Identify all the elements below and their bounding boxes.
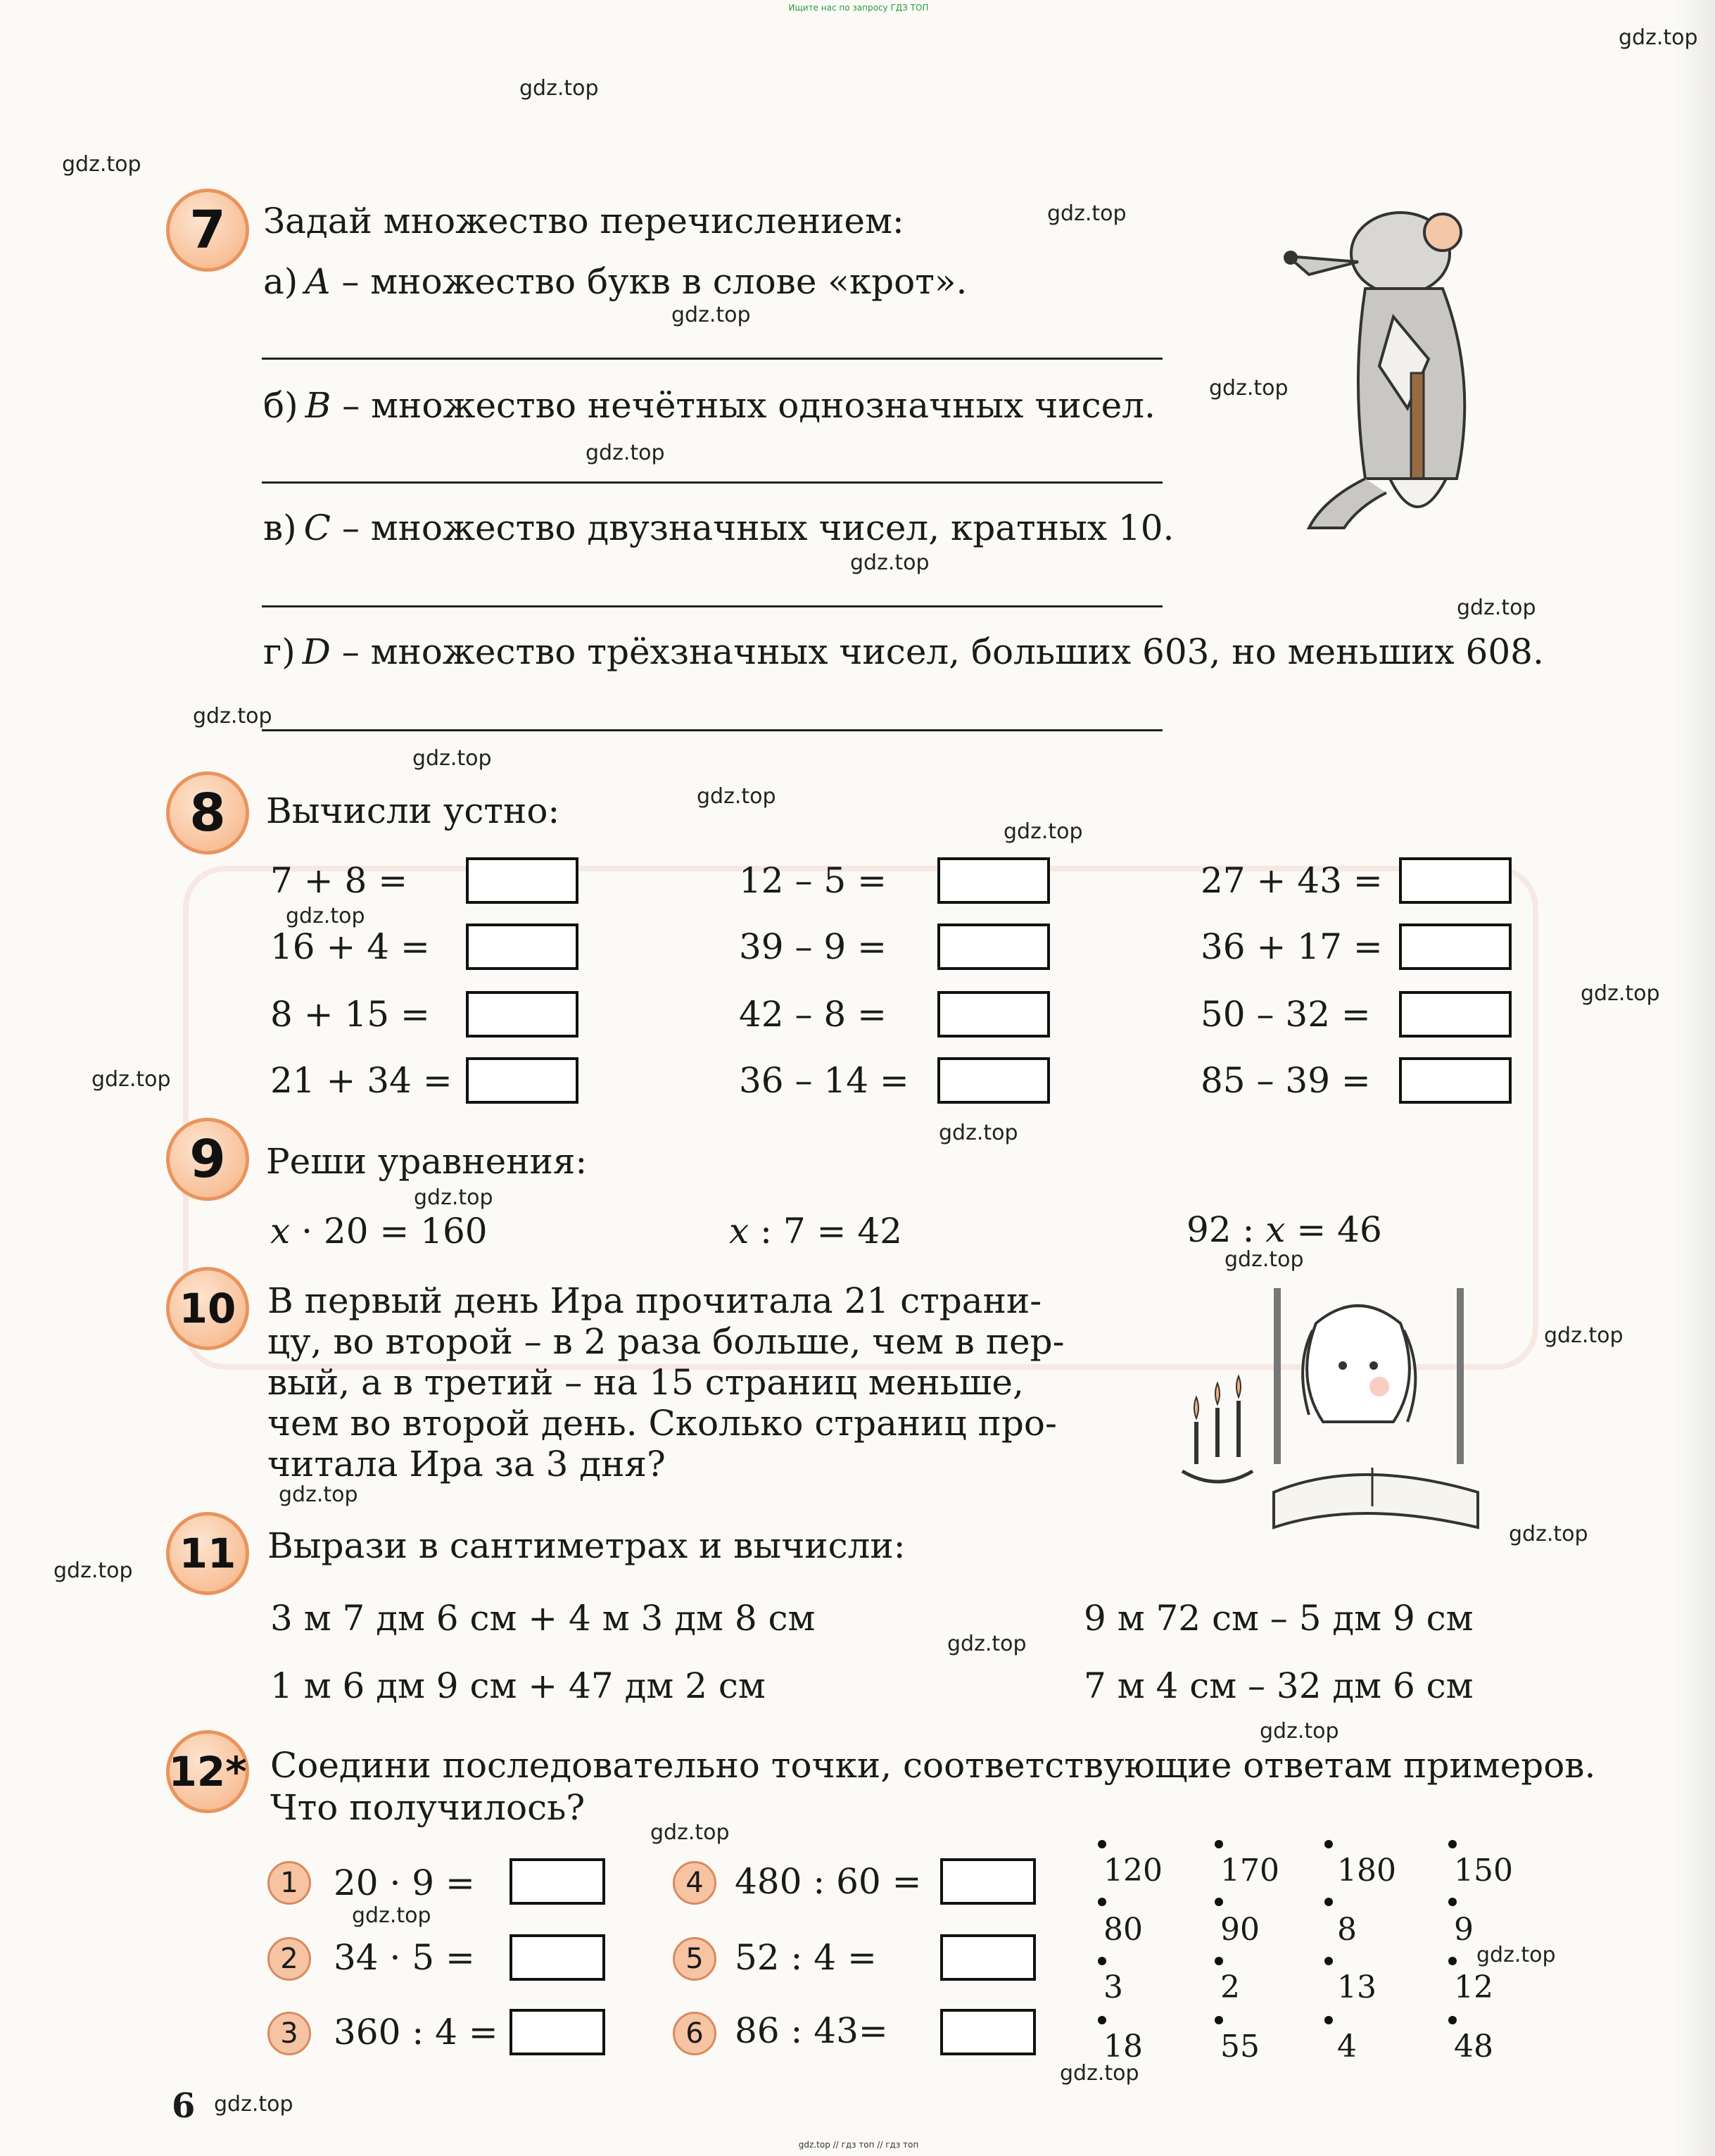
task-text-line: вый, а в третий – на 15 страниц меньше, bbox=[267, 1362, 1024, 1403]
expression: 50 – 32 = bbox=[1201, 994, 1371, 1035]
watermark: gdz.top bbox=[286, 904, 365, 928]
watermark: gdz.top bbox=[279, 1482, 358, 1507]
point-label: 80 bbox=[1103, 1912, 1143, 1948]
answer-box[interactable] bbox=[1399, 991, 1512, 1038]
example-number: 3 bbox=[267, 2012, 311, 2055]
watermark: gdz.top bbox=[1060, 2061, 1139, 2086]
point[interactable] bbox=[1448, 1840, 1457, 1848]
page-number: 6 bbox=[172, 2086, 196, 2126]
point[interactable] bbox=[1324, 2016, 1333, 2024]
point[interactable] bbox=[1448, 1957, 1457, 1965]
expression: 12 – 5 = bbox=[739, 860, 887, 901]
watermark: gdz.top bbox=[650, 1820, 730, 1845]
equation: 92 : x = 46 bbox=[1186, 1209, 1382, 1250]
task-number-badge: 9 bbox=[166, 1118, 249, 1201]
task7-item-a: а) A – множество букв в слове «крот». bbox=[263, 261, 968, 302]
example-number: 6 bbox=[673, 2012, 716, 2055]
task-title: Реши уравнения: bbox=[266, 1141, 588, 1182]
point-label: 55 bbox=[1220, 2029, 1260, 2064]
expression: 16 + 4 = bbox=[270, 926, 430, 967]
task-text-line: чем во второй день. Сколько страниц про- bbox=[267, 1403, 1057, 1444]
point[interactable] bbox=[1215, 1898, 1223, 1906]
watermark: gdz.top bbox=[947, 1632, 1027, 1656]
answer-box[interactable] bbox=[510, 1934, 605, 1981]
task-text-line: Соедини последовательно точки, соответствующие ответам примеров. bbox=[270, 1745, 1596, 1786]
watermark: gdz.top bbox=[586, 441, 665, 465]
point-label: 4 bbox=[1337, 2029, 1357, 2064]
point-label: 180 bbox=[1337, 1853, 1396, 1889]
expression: 21 + 34 = bbox=[270, 1060, 453, 1101]
watermark: gdz.top bbox=[939, 1121, 1018, 1145]
watermark: gdz.top bbox=[352, 1903, 431, 1928]
watermark: gdz.top bbox=[1004, 819, 1083, 844]
equation: x : 7 = 42 bbox=[729, 1211, 902, 1252]
task-title: Задай множество перечислением: bbox=[263, 201, 904, 241]
task-title: Вычисли устно: bbox=[266, 790, 560, 831]
answer-box[interactable] bbox=[937, 991, 1050, 1038]
point[interactable] bbox=[1324, 1957, 1333, 1965]
expression: 42 – 8 = bbox=[739, 994, 887, 1035]
answer-line[interactable] bbox=[262, 729, 1163, 731]
example-number: 4 bbox=[673, 1861, 716, 1905]
watermark: gdz.top bbox=[1457, 595, 1536, 620]
example-expression: 360 : 4 = bbox=[334, 2012, 498, 2053]
conversion-expression: 1 м 6 дм 9 см + 47 дм 2 см bbox=[270, 1665, 766, 1706]
watermark: gdz.top bbox=[850, 550, 930, 575]
point-label: 120 bbox=[1103, 1853, 1163, 1889]
point[interactable] bbox=[1215, 1957, 1223, 1965]
watermark: gdz.top bbox=[1047, 201, 1127, 226]
expression: 8 + 15 = bbox=[270, 994, 430, 1035]
point[interactable] bbox=[1324, 1840, 1333, 1848]
girl-reading-illustration bbox=[1168, 1281, 1499, 1542]
point[interactable] bbox=[1215, 2016, 1223, 2024]
expression: 39 – 9 = bbox=[739, 926, 887, 967]
answer-box[interactable] bbox=[466, 857, 578, 904]
answer-box[interactable] bbox=[940, 1934, 1036, 1981]
answer-box[interactable] bbox=[466, 991, 578, 1038]
watermark: gdz.top bbox=[1476, 1943, 1556, 1967]
point[interactable] bbox=[1448, 1898, 1457, 1906]
watermark: gdz.top bbox=[1224, 1247, 1304, 1272]
point-label: 48 bbox=[1454, 2029, 1493, 2064]
point[interactable] bbox=[1098, 1840, 1106, 1848]
expression: 7 + 8 = bbox=[270, 860, 408, 901]
watermark: gdz.top bbox=[412, 746, 492, 771]
answer-box[interactable] bbox=[466, 1057, 578, 1104]
task-number-badge: 8 bbox=[166, 771, 249, 855]
answer-box[interactable] bbox=[937, 1057, 1050, 1104]
expression: 36 + 17 = bbox=[1201, 926, 1383, 967]
point[interactable] bbox=[1215, 1840, 1223, 1848]
example-expression: 480 : 60 = bbox=[735, 1861, 922, 1902]
answer-line[interactable] bbox=[262, 358, 1163, 360]
conversion-expression: 7 м 4 см – 32 дм 6 см bbox=[1084, 1665, 1474, 1706]
point[interactable] bbox=[1098, 1898, 1106, 1906]
example-number: 2 bbox=[267, 1937, 311, 1981]
example-number: 5 bbox=[673, 1937, 716, 1981]
task-text-line: В первый день Ира прочитала 21 страни- bbox=[267, 1280, 1042, 1321]
answer-line[interactable] bbox=[262, 481, 1163, 484]
point-label: 8 bbox=[1337, 1912, 1357, 1948]
task-number-badge: 12* bbox=[166, 1730, 249, 1813]
footer-note: gdz.top // гдз топ // гдз топ bbox=[798, 2140, 919, 2150]
watermark: gdz.top bbox=[1619, 25, 1698, 50]
watermark: gdz.top bbox=[193, 704, 272, 729]
task7-item-d: г) D – множество трёхзначных чисел, больших 603, но меньших 608. bbox=[263, 631, 1544, 672]
point-label: 18 bbox=[1103, 2029, 1143, 2064]
watermark: gdz.top bbox=[519, 76, 599, 101]
answer-box[interactable] bbox=[1399, 857, 1512, 904]
example-expression: 86 : 43= bbox=[735, 2010, 888, 2051]
header-note: Ищите нас по запросу ГДЗ ТОП bbox=[788, 3, 929, 13]
point-label: 3 bbox=[1103, 1969, 1123, 2005]
point-label: 150 bbox=[1454, 1853, 1513, 1889]
task-text-line: цу, во второй – в 2 раза больше, чем в пер- bbox=[267, 1321, 1065, 1362]
task-number-badge: 10 bbox=[166, 1267, 249, 1350]
point[interactable] bbox=[1098, 1957, 1106, 1965]
expression: 85 – 39 = bbox=[1201, 1060, 1371, 1101]
answer-box[interactable] bbox=[510, 1858, 605, 1905]
watermark: gdz.top bbox=[1509, 1522, 1588, 1546]
task-number-badge: 11 bbox=[166, 1512, 249, 1595]
expression: 27 + 43 = bbox=[1201, 860, 1383, 901]
equation: x · 20 = 160 bbox=[270, 1211, 488, 1252]
answer-box[interactable] bbox=[510, 2009, 605, 2055]
watermark: gdz.top bbox=[62, 152, 141, 177]
page-spine-shadow bbox=[1673, 0, 1715, 2156]
task-title: Вырази в сантиметрах и вычисли: bbox=[267, 1525, 906, 1566]
answer-box[interactable] bbox=[940, 2009, 1036, 2055]
point[interactable] bbox=[1324, 1898, 1333, 1906]
example-expression: 20 · 9 = bbox=[334, 1862, 475, 1903]
watermark: gdz.top bbox=[53, 1558, 133, 1583]
watermark: gdz.top bbox=[1209, 376, 1289, 401]
answer-box[interactable] bbox=[1399, 1057, 1512, 1104]
task-text-line: Что получилось? bbox=[270, 1787, 586, 1828]
point-label: 13 bbox=[1337, 1969, 1377, 2005]
answer-line[interactable] bbox=[262, 605, 1163, 607]
answer-box[interactable] bbox=[937, 857, 1050, 904]
point[interactable] bbox=[1448, 2016, 1457, 2024]
task-number-badge: 7 bbox=[166, 189, 249, 272]
conversion-expression: 9 м 72 см – 5 дм 9 см bbox=[1084, 1598, 1474, 1639]
conversion-expression: 3 м 7 дм 6 см + 4 м 3 дм 8 см bbox=[270, 1598, 816, 1639]
watermark: gdz.top bbox=[214, 2092, 293, 2117]
watermark: gdz.top bbox=[1581, 981, 1660, 1006]
watermark: gdz.top bbox=[91, 1067, 171, 1092]
answer-box[interactable] bbox=[1399, 923, 1512, 970]
watermark: gdz.top bbox=[414, 1185, 493, 1210]
point-label: 170 bbox=[1220, 1853, 1279, 1889]
point-label: 12 bbox=[1454, 1969, 1493, 2005]
point-label: 90 bbox=[1220, 1912, 1260, 1948]
watermark: gdz.top bbox=[1260, 1719, 1339, 1744]
point-label: 9 bbox=[1454, 1912, 1474, 1948]
example-expression: 52 : 4 = bbox=[735, 1937, 877, 1978]
example-expression: 34 · 5 = bbox=[334, 1937, 475, 1978]
watermark: gdz.top bbox=[671, 303, 751, 327]
task-text-line: читала Ира за 3 дня? bbox=[267, 1444, 666, 1484]
mole-illustration bbox=[1267, 197, 1520, 542]
point[interactable] bbox=[1098, 2016, 1106, 2024]
answer-box[interactable] bbox=[940, 1858, 1036, 1905]
watermark: gdz.top bbox=[697, 784, 776, 809]
watermark: gdz.top bbox=[1544, 1323, 1624, 1348]
answer-box[interactable] bbox=[937, 923, 1050, 970]
point-label: 2 bbox=[1220, 1969, 1240, 2005]
expression: 36 – 14 = bbox=[739, 1060, 909, 1101]
task7-item-c: в) C – множество двузначных чисел, кратных 10. bbox=[263, 508, 1175, 548]
example-number: 1 bbox=[267, 1861, 311, 1905]
answer-box[interactable] bbox=[466, 923, 578, 970]
task7-item-b: б) B – множество нечётных однозначных чисел. bbox=[263, 385, 1156, 426]
